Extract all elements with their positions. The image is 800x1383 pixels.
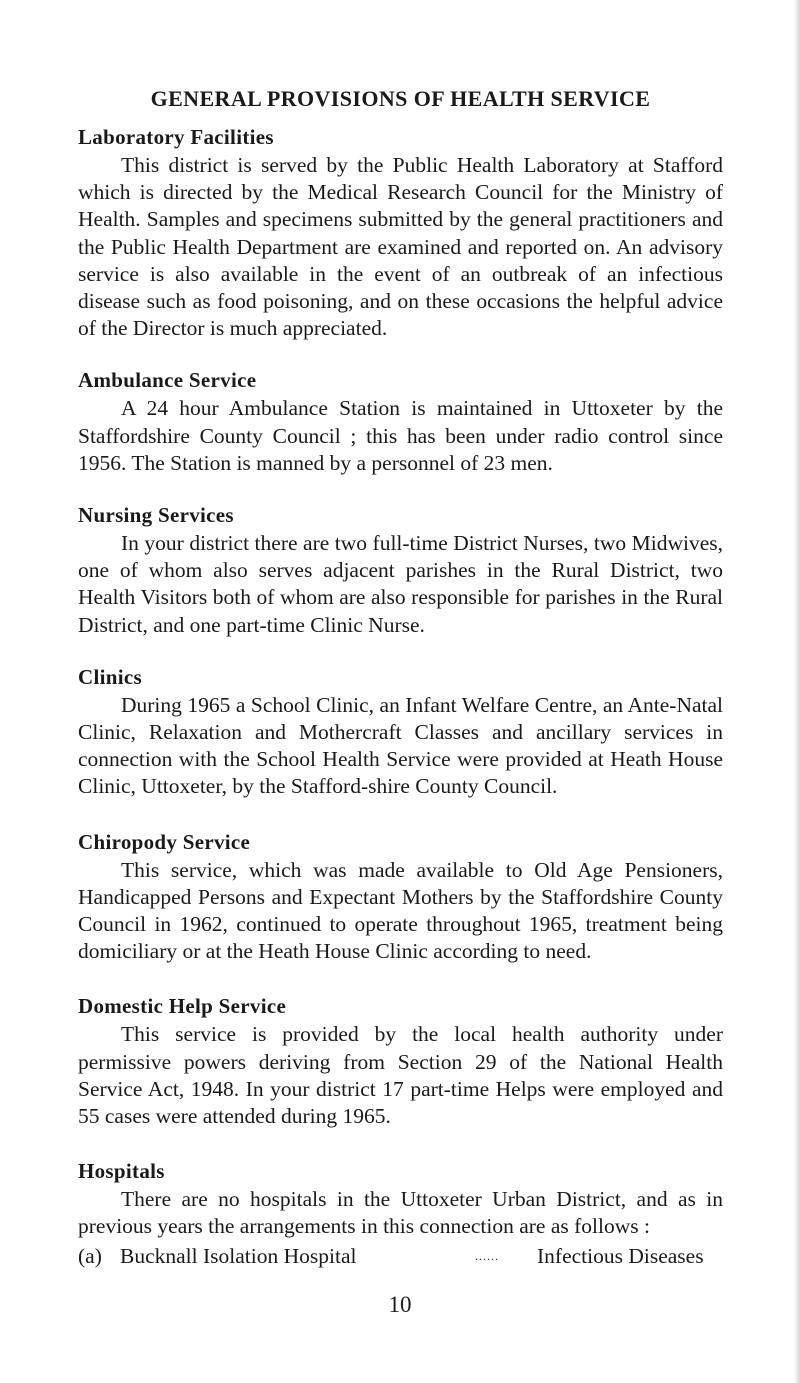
section-paragraph: This service, which was made available to Old Age Pensioners, Handicapped Persons and Expectant Mothers by the Staffordshire County Council in 1962, continued to operate throughout 1965, treatment being domiciliary or at the Heath House Clinic according to need.: [78, 857, 723, 964]
section-paragraph: During 1965 a School Clinic, an Infant Welfare Centre, an Ante-Natal Clinic, Relaxation and Mothercraft Classes and ancillary services in connection with the School Health Service were provided at Heath House Clinic, Uttoxeter, by the Stafford-shire County Council.: [78, 692, 723, 799]
section-clinics: [78, 662, 723, 801]
section-paragraph: This service is provided by the local health authority under permissive powers deriving from Section 29 of the National Health Service Act, 1948. In your district 17 part-time Helps were employed and 55 cases were attended during 1965.: [78, 1022, 723, 1129]
section-paragraph: In your district there are two full-time District Nurses, two Midwives, one of whom also serves adjacent parishes in the Rural District, two Health Visitors both of whom are also responsible for parishes in the Rural District, and one part-time Clinic Nurse.: [78, 531, 723, 637]
dot-leader: ......: [475, 1248, 499, 1263]
section-heading: Ambulance Service: [78, 368, 257, 393]
page-number: 10: [388, 1292, 412, 1317]
document-page: [78, 86, 723, 1270]
section-heading: Chiropody Service: [78, 829, 251, 854]
section-hospitals: [78, 1156, 723, 1270]
section-heading: Clinics: [78, 664, 142, 689]
hospital-list-item: [78, 1243, 723, 1270]
section-domestic-help: [78, 991, 723, 1130]
section-chiropody: [78, 827, 723, 966]
section-nursing: [78, 500, 723, 639]
section-heading: Laboratory Facilities: [78, 125, 274, 149]
list-marker: (a): [78, 1243, 102, 1268]
section-ambulance: [78, 365, 723, 477]
section-heading: Nursing Services: [78, 503, 234, 528]
section-laboratory: [78, 122, 723, 342]
section-heading: Domestic Help Service: [78, 994, 287, 1019]
hospital-name: Bucknall Isolation Hospital: [120, 1243, 357, 1268]
section-paragraph: This district is served by the Public Health Laboratory at Stafford which is directed by the Medical Research Council for the Ministry of Health. Samples and specimens submitted by the general practitioners and the Public Health Department are examined and reported on. An advisory service is also available in the event of an outbreak of an infectious disease such as food poisoning, and on these occasions the helpful advice of the Director is much appreciated.: [78, 153, 723, 341]
page-title: GENERAL PROVISIONS OF HEALTH SERVICE: [150, 86, 651, 111]
section-heading: Hospitals: [78, 1159, 165, 1184]
section-paragraph: There are no hospitals in the Uttoxeter Urban District, and as in previous years the arrangements in this connection are as follows :: [78, 1187, 723, 1239]
hospital-purpose: Infectious Diseases: [537, 1243, 704, 1268]
page-edge-shadow: [794, 0, 800, 1383]
section-paragraph: A 24 hour Ambulance Station is maintained in Uttoxeter by the Staffordshire County Council ; this has been under radio control since 1956. The Station is manned by a personnel of 23 men.: [78, 396, 723, 475]
